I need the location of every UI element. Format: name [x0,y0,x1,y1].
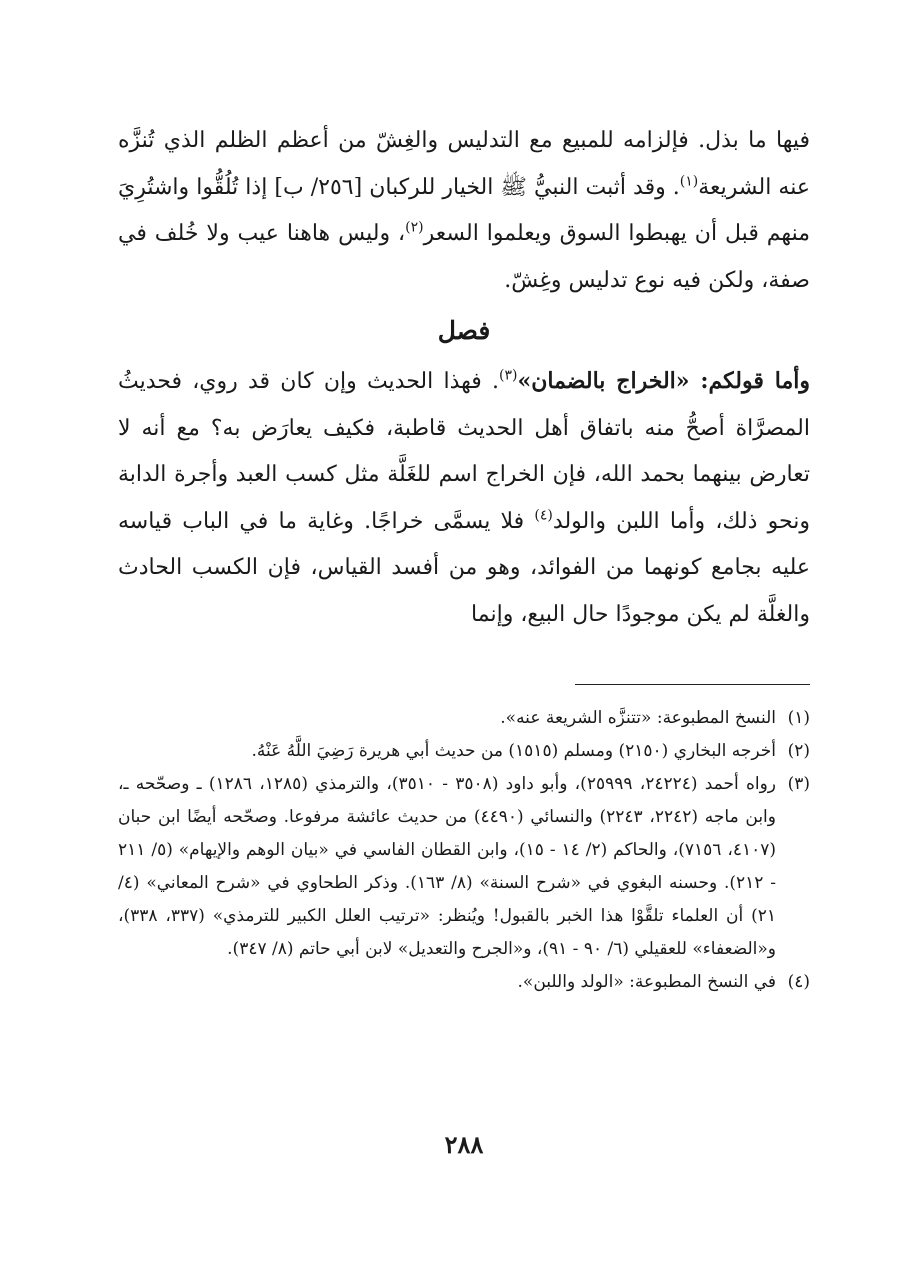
footnote-number: (٣) [787,774,810,794]
paragraph-1-continuation: . وقد أثبت النبيُّ ﷺ الخيار للركبان [٢٥٦/ ب] إذا تُلُقُّوا واشتُرِيَ منهم قبل أن يهبطوا السوق ويعلموا السعر [118,174,810,246]
footnote-text: النسخ المطبوعة: «تتنزَّه الشريعة عنه». [500,708,776,728]
paragraph-1 [118,118,810,304]
footnote-ref-4: (٤) [534,507,553,524]
footnote-2 [118,735,810,768]
paragraph-2-continuation: فلا يسمَّى خراجًا. وغاية ما في الباب قياسه عليه بجامع كونهما من الفوائد، وهو من أفسد القياس، فإن الكسب الحادث والغلَّة لم يكن موجودًا حال البيع، وإنما [118,508,810,627]
footnote-3 [118,768,810,966]
footnote-1 [118,702,810,735]
footnotes [118,702,810,999]
paragraph-2-text: . فهذا الحديث وإن كان قد روي، فحديثُ المصرَّاة أصحُّ منه باتفاق أهل الحديث قاطبة، فكيف يعارَض به؟ مع أنه لا تعارض بينهما بحمد الله، فإن الخراج اسم للغَلَّة مثل كسب العبد وأجرة الدابة ونحو ذلك، وأما اللبن والولد [118,369,810,534]
footnote-ref-3: (٣) [499,367,518,384]
footnote-number: (٤) [787,972,810,992]
footnote-number: (١) [787,708,810,728]
page-number: ٢٨٨ [444,1130,484,1159]
footnote-text: في النسخ المطبوعة: «الولد واللبن». [517,972,776,992]
paragraph-2-lead: وأما قولكم: «الخراج بالضمان» [517,368,811,394]
footnote-ref-1: (١) [679,173,699,190]
footnote-text: أخرجه البخاري (٢١٥٠) ومسلم (١٥١٥) من حديث أبي هريرة رَضِيَ اللَّهُ عَنْهُ. [251,741,776,761]
footnote-4 [118,966,810,999]
footnote-text: رواه أحمد (٢٤٢٢٤، ٢٥٩٩٩)، وأبو داود (٣٥٠٨ - ٣٥١٠)، والترمذي (١٢٨٥، ١٢٨٦) ـ وصحّحه ـ، وابن ماجه (٢٢٤٢، ٢٢٤٣) والنسائي (٤٤٩٠) من حديث عائشة مرفوعا. وصحّحه أيضًا ابن حبان (٤١٠٧، ٧١٥٦)، والحاكم (٢/ ١٤ - ١٥)، وابن القطان الفاسي في «بيان الوهم والإيهام» (٥/ ٢١١ - ٢١٢). وحسنه البغوي في «شرح السنة» (٨/ ١٦٣). وذكر الطحاوي في «شرح المعاني» (٤/ ٢١) أن العلماء تلقَّوْا هذا الخبر بالقبول! ويُنظر: «ترتيب العلل الكبير للترمذي» (٣٣٧، ٣٣٨)، و«الضعفاء» للعقيلي (٦/ ٩٠ - ٩١)، و«الجرح والتعديل» لابن أبي حاتم (٨/ ٣٤٧). [118,774,777,959]
paragraph-2 [118,358,810,638]
document-page [118,118,811,1159]
paragraph-1-text: فيها ما بذل. فإلزامه للمبيع مع التدليس والغِشّ من أعظم الظلم الذي تُنزَّه عنه الشريعة [118,128,810,200]
footnote-separator [575,684,810,685]
footnote-number: (٢) [787,741,810,761]
main-text [118,118,810,638]
paragraph-1-end: ، وليس هاهنا عيب ولا خُلف في صفة، ولكن فيه نوع تدليس وغِشّ. [118,221,810,293]
section-heading: فصل [437,316,491,345]
footnote-ref-2: (٢) [405,219,424,236]
